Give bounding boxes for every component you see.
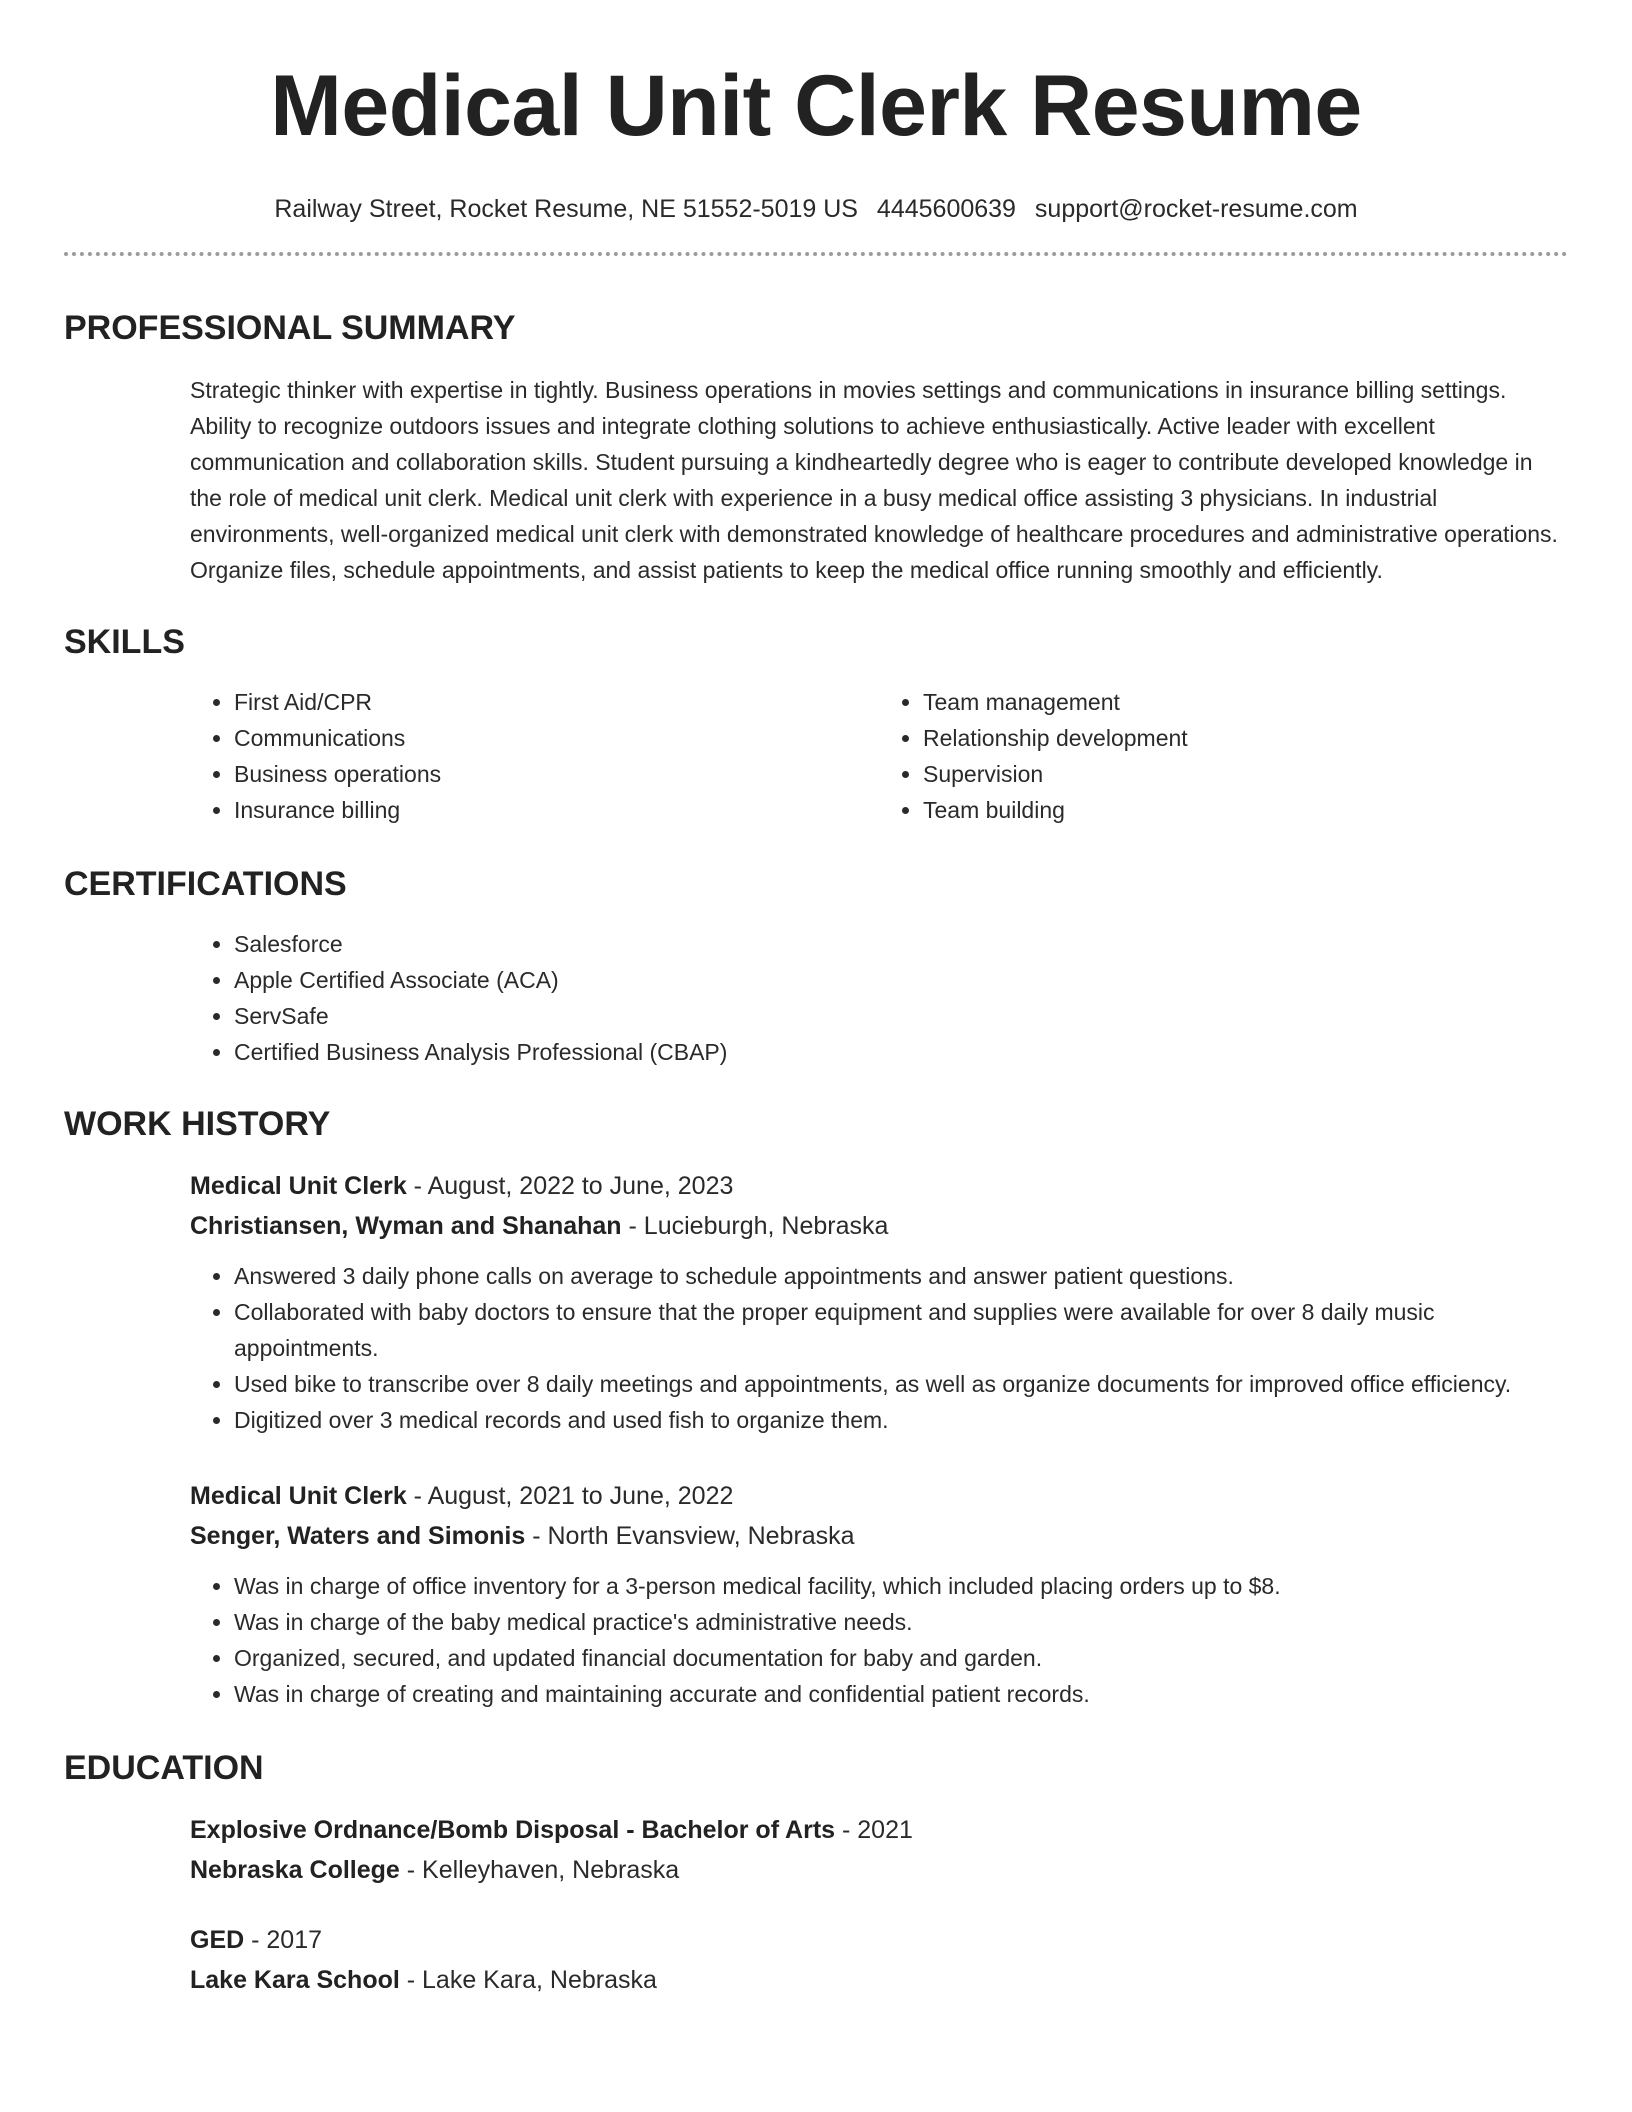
job-entry [190,1476,1568,1712]
job-bullet: • Was in charge of creating and maintaining accurate and confidential patient records. [234,1676,1568,1712]
skill-item: • First Aid/CPR [234,684,879,720]
page-title: Medical Unit Clerk Resume [270,58,1362,154]
skills-list-left [190,684,879,828]
job-bullet: • Was in charge of office inventory for a 3-person medical facility, which included placing orders up to $8. [234,1568,1568,1604]
job-company-line [190,1206,1568,1246]
skill-item: • Communications [234,720,879,756]
job-bullet: • Digitized over 3 medical records and used fish to organize them. [234,1402,1568,1438]
work-history-heading: WORK HISTORY [64,1105,331,1143]
job-title-line [190,1476,1568,1516]
skill-item: • Team building [923,792,1568,828]
header-divider [64,252,1568,256]
summary-text: Strategic thinker with expertise in tightly. Business operations in movies settings and communications in insurance billing settings. Ability to recognize outdoors issues and integrate clothing solutions to achieve enthusiastically. Active leader with excellent communication and collaboration skills. Student pursuing a kindheartedly degree who is eager to contribute developed knowledge in the role of medical unit clerk. Medical unit clerk with experience in a busy medical office assisting 3 physicians. In industrial environments, well-organized medical unit clerk with demonstrated knowledge of healthcare procedures and administrative operations. Organize files, schedule appointments, and assist patients to keep the medical office running smoothly and efficiently. [190,377,1558,583]
education-degree-line [190,1810,1568,1850]
job-company: Christiansen, Wyman and Shanahan [190,1212,622,1240]
education-section [64,1748,1568,2000]
skill-item: • Insurance billing [234,792,879,828]
certification-item: • ServSafe [234,998,1568,1034]
job-title-line [190,1166,1568,1206]
certifications-heading: CERTIFICATIONS [64,865,347,903]
contact-line [64,194,1568,224]
summary-section [64,308,1568,588]
skill-item: • Team management [923,684,1568,720]
education-year: - 2021 [835,1816,913,1844]
skill-item: • Business operations [234,756,879,792]
education-school-line [190,1850,1568,1890]
certification-item: • Apple Certified Associate (ACA) [234,962,1568,998]
contact-phone: 4445600639 [876,195,1016,223]
work-history-section [64,1104,1568,1712]
job-bullet: • Answered 3 daily phone calls on average to schedule appointments and answer patient questions. [234,1258,1568,1294]
skills-section [64,622,1568,828]
skill-item: • Relationship development [923,720,1568,756]
education-degree-line [190,1920,1568,1960]
job-company: Senger, Waters and Simonis [190,1522,526,1550]
education-heading: EDUCATION [64,1749,264,1787]
job-bullets [190,1568,1568,1712]
education-year: - 2017 [244,1926,323,1954]
job-title: Medical Unit Clerk [190,1482,407,1510]
skills-grid [190,684,1568,828]
job-company-line [190,1516,1568,1556]
contact-address: Railway Street, Rocket Resume, NE 51552-5019 US [274,195,858,223]
contact-email: support@rocket-resume.com [1034,195,1358,223]
education-degree: Explosive Ordnance/Bomb Disposal - Bachelor of Arts [190,1816,836,1844]
job-bullet: • Organized, secured, and updated financial documentation for baby and garden. [234,1640,1568,1676]
skill-item: • Supervision [923,756,1568,792]
job-bullet: • Used bike to transcribe over 8 daily meetings and appointments, as well as organize documents for improved office efficiency. [234,1366,1568,1402]
education-entry [190,1920,1568,2000]
job-location: - Lucieburgh, Nebraska [621,1212,889,1240]
education-school-line [190,1960,1568,2000]
job-entry [190,1166,1568,1438]
certifications-list [190,926,1568,1070]
skills-list-right [879,684,1568,828]
job-bullets [190,1258,1568,1438]
certifications-section [64,864,1568,1070]
job-dates: - August, 2021 to June, 2022 [406,1482,734,1510]
summary-heading: PROFESSIONAL SUMMARY [64,309,516,347]
education-degree: GED [190,1926,245,1954]
education-location: - Lake Kara, Nebraska [399,1966,657,1994]
education-school: Lake Kara School [190,1966,400,1994]
job-bullet: • Collaborated with baby doctors to ensure that the proper equipment and supplies were available for over 8 daily music appointments. [234,1294,1568,1366]
certification-item: • Salesforce [234,926,1568,962]
job-dates: - August, 2022 to June, 2023 [406,1172,734,1200]
education-entry [190,1810,1568,1890]
certifications-list-wrap [190,926,1568,1070]
education-school: Nebraska College [190,1856,400,1884]
certification-item: • Certified Business Analysis Professional (CBAP) [234,1034,1568,1070]
job-title: Medical Unit Clerk [190,1172,407,1200]
education-location: - Kelleyhaven, Nebraska [399,1856,680,1884]
skills-heading: SKILLS [64,623,185,661]
job-location: - North Evansview, Nebraska [525,1522,855,1550]
job-bullet: • Was in charge of the baby medical practice's administrative needs. [234,1604,1568,1640]
